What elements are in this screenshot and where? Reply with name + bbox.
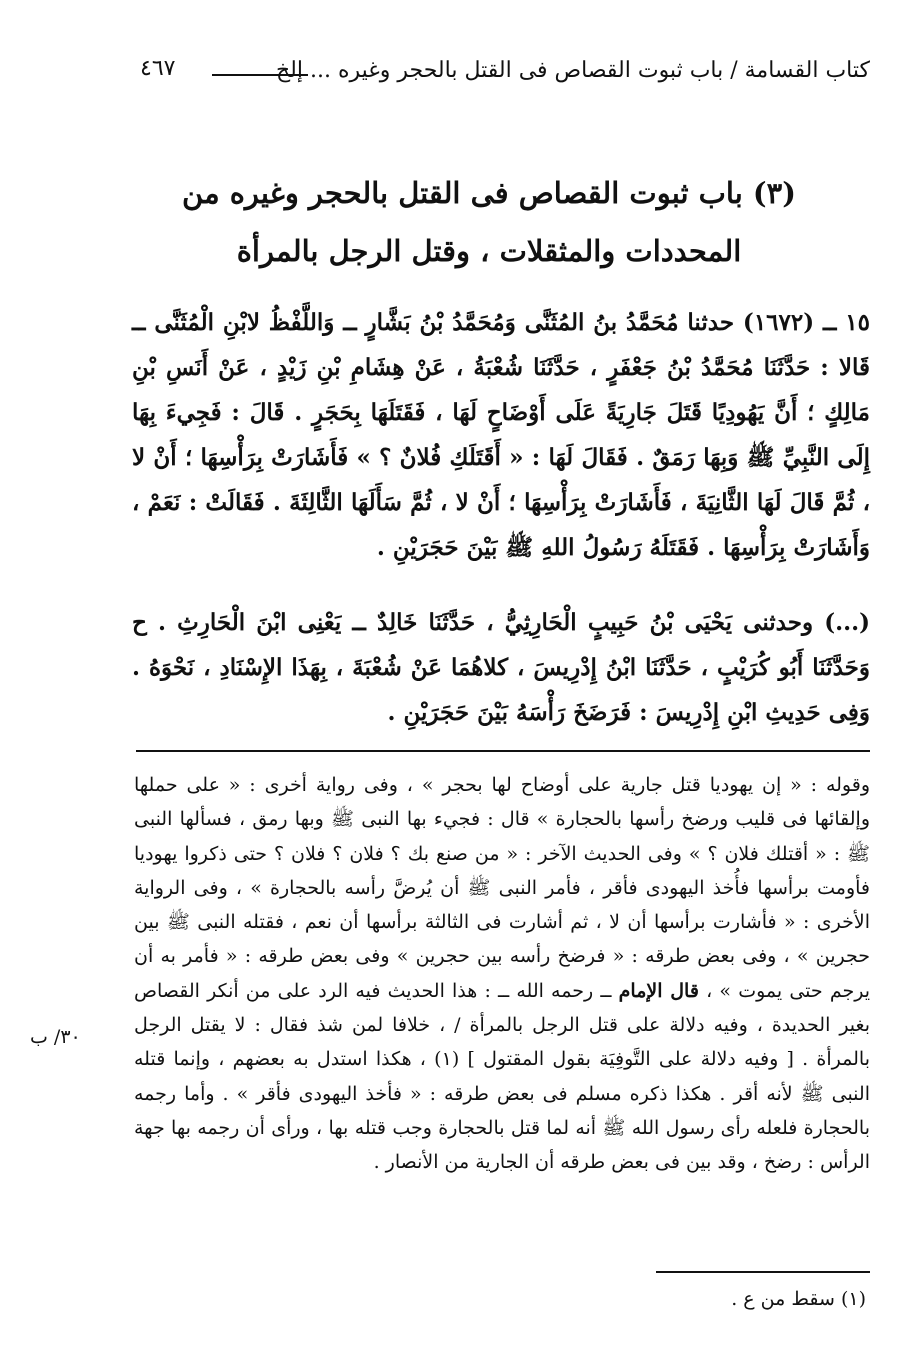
page-number: ٤٦٧ xyxy=(140,56,176,81)
chapter-title-line1: (٣) باب ثبوت القصاص فى القتل بالحجر وغيره من xyxy=(182,176,796,210)
commentary-part1: وقوله : « إن يهوديا قتل جارية على أوضاح لها بحجر » ، وفى رواية أخرى : « على حملها وإلقائها فى قليب ورضخ رأسها بالحجارة » قال : فجيء بها النبى ﷺ وبها رمق ، فسألها النبى ﷺ : « أقتلك فلان ؟ » وفى الحديث الآخر : « من صنع بك ؟ فلان ؟ فلان ؟ حتى ذكروا يهوديا فأومت برأسها فأُخذ اليهودى فأقر ، فأمر النبى ﷺ أن يُرضَّ رأسه بالحجارة » ، وفى الرواية الأخرى : « فأشارت برأسها أن لا ، ثم أشارت فى الثالثة برأسها أن نعم ، فقتله النبى ﷺ بين حجرين » ، وفى بعض طرقه : « فرضخ رأسه بين حجرين » وفى بعض طرقه : « فأمر به أن يرجم حتى يموت » ، xyxy=(134,774,870,1002)
running-title: كتاب القسامة / باب ثبوت القصاص فى القتل بالحجر وغيره ... إلخ xyxy=(275,58,870,83)
commentary-paragraph xyxy=(134,768,870,1180)
hadith-second xyxy=(132,600,870,735)
hadith-second-text: (...) وحدثنى يَحْيَى بْنُ حَبِيبٍ الْحَارِثِيُّ ، حَدَّثَنَا خَالِدٌ ــ يَعْنِى ابْنَ الْحَارِثِ . ح وَحَدَّثَنَا أَبُو كُرَيْبٍ ، حَدَّثَنَا ابْنُ إِدْرِيسَ ، كلاهُمَا عَنْ شُعْبَةَ ، بِهَذَا الإِسْنَادِ ، نَحْوَهُ . وَفِى حَدِيثِ ابْنِ إِدْرِيسَ : فَرَضَخَ رَأْسَهُ بَيْنَ حَجَرَيْنِ . xyxy=(132,609,870,726)
commentary-part2: ــ رحمه الله ــ : هذا الحديث فيه الرد على من أنكر القصاص بغير الحديدة ، وفيه دلالة على قتل الرجل بالمرأة / ، خلافا لمن شذ فقال : لا يقتل الرجل بالمرأة . [ وفيه دلالة على التَّوفِيَة بقول المقتول ] (١) ، هكذا استدل به بعضهم ، وإنما قتله النبى ﷺ لأنه أقر . هكذا ذكره مسلم فى بعض طرقه : « فأخذ اليهودى فأقر » . وأما رجمه بالحجارة فلعله رأى رسول الله ﷺ أنه لما قتل بالحجارة وجب قتله بها ، ورأى أن رجمه بها جهة الرأس : رضخ ، وقد بين فى بعض طرقه أن الجارية من الأنصار . xyxy=(134,979,870,1174)
footnote-rule xyxy=(656,1271,870,1273)
page-header xyxy=(140,54,870,94)
header-rule xyxy=(212,74,308,76)
commentary xyxy=(134,768,870,1180)
commentary-bold-phrase: قال الإمام xyxy=(618,979,699,1002)
hadith-main xyxy=(132,300,870,570)
section-divider xyxy=(136,750,870,752)
footnote: (١) سقط من ع . xyxy=(731,1288,866,1310)
chapter-title-line2: المحددات والمثقلات ، وقتل الرجل بالمرأة xyxy=(236,234,742,268)
margin-folio-note: ٣٠/ ب xyxy=(30,1026,81,1048)
hadith-main-text: ١٥ ــ (١٦٧٢) حدثنا مُحَمَّدُ بنُ المُثَنَّى وَمُحَمَّدُ بْنُ بَشَّارٍ ــ وَاللَّفْظُ لابْنِ الْمُثَنَّى ــ قَالا : حَدَّثَنَا مُحَمَّدُ بْنُ جَعْفَرٍ ، حَدَّثَنَا شُعْبَةُ ، عَنْ هِشَامِ بْنِ زَيْدٍ ، عَنْ أَنَسِ بْنِ مَالِكٍ ؛ أَنَّ يَهُودِيًا قَتَلَ جَارِيَةً عَلَى أَوْضَاحٍ لَهَا ، فَقَتَلَهَا بِحَجَرٍ . قَالَ : فَجِيءَ بِهَا إِلَى النَّبِيِّ ﷺ وَبِهَا رَمَقٌ . فَقَالَ لَهَا : « أَقَتَلَكِ فُلانٌ ؟ » فَأَشَارَتْ بِرَأْسِهَا ؛ أَنْ لا ، ثُمَّ قَالَ لَهَا الثَّانِيَةَ ، فَأَشَارَتْ بِرَأْسِهَا ؛ أَنْ لا ، ثُمَّ سَأَلَهَا الثَّالِثَةَ . فَقَالَتْ : نَعَمْ ، وَأَشَارَتْ بِرَأْسِهَا . فَقَتَلَهُ رَسُولُ اللهِ ﷺ بَيْنَ حَجَرَيْنِ . xyxy=(132,309,871,561)
